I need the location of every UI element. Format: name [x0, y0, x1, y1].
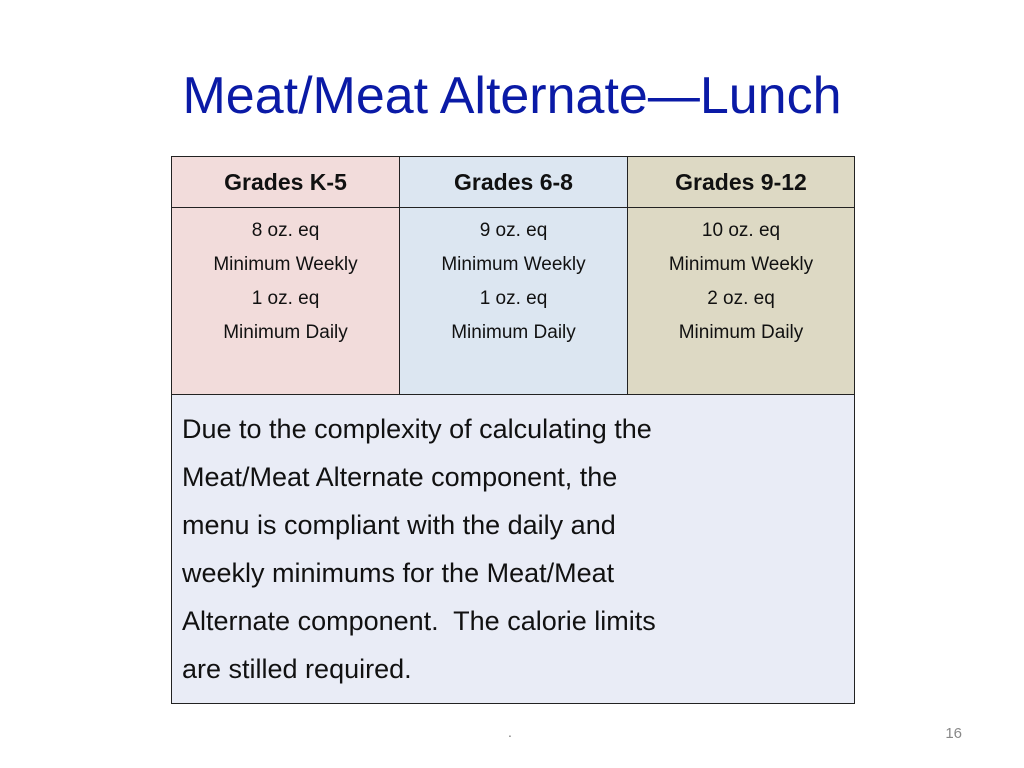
weekly-amount: 8 oz. eq	[251, 220, 320, 241]
daily-amount: 1 oz. eq	[479, 288, 548, 309]
weekly-label: Minimum Weekly	[441, 254, 586, 275]
header-grades-k5: Grades K-5	[172, 157, 400, 208]
note-line: Alternate component. The calorie limits	[182, 606, 656, 636]
daily-amount: 1 oz. eq	[251, 288, 320, 309]
header-grades-6-8: Grades 6-8	[400, 157, 628, 208]
weekly-amount: 9 oz. eq	[479, 220, 548, 241]
note-line: Due to the complexity of calculating the	[182, 414, 652, 444]
note-line: menu is compliant with the daily and	[182, 510, 616, 540]
table-note-row	[172, 395, 855, 704]
note-line: are stilled required.	[182, 654, 412, 684]
table-amounts-row	[172, 208, 855, 395]
header-grades-9-12: Grades 9-12	[628, 157, 855, 208]
cell-grades-k5	[172, 208, 400, 395]
daily-label: Minimum Daily	[678, 322, 804, 343]
meat-requirements-table	[171, 156, 855, 704]
slide-title: Meat/Meat Alternate—Lunch	[182, 67, 842, 125]
weekly-amount: 10 oz. eq	[701, 220, 781, 241]
daily-label: Minimum Daily	[223, 322, 348, 343]
note-line: weekly minimums for the Meat/Meat	[182, 558, 615, 588]
weekly-label: Minimum Weekly	[213, 254, 358, 275]
daily-amount: 2 oz. eq	[707, 288, 775, 309]
daily-label: Minimum Daily	[451, 322, 576, 343]
page-number: 16	[945, 725, 962, 742]
cell-grades-9-12	[628, 208, 855, 395]
footer-mark: .	[508, 724, 512, 740]
compliance-note	[172, 395, 855, 704]
cell-grades-6-8	[400, 208, 628, 395]
table-header-row	[172, 157, 855, 208]
weekly-label: Minimum Weekly	[668, 254, 814, 275]
note-line: Meat/Meat Alternate component, the	[182, 462, 618, 492]
